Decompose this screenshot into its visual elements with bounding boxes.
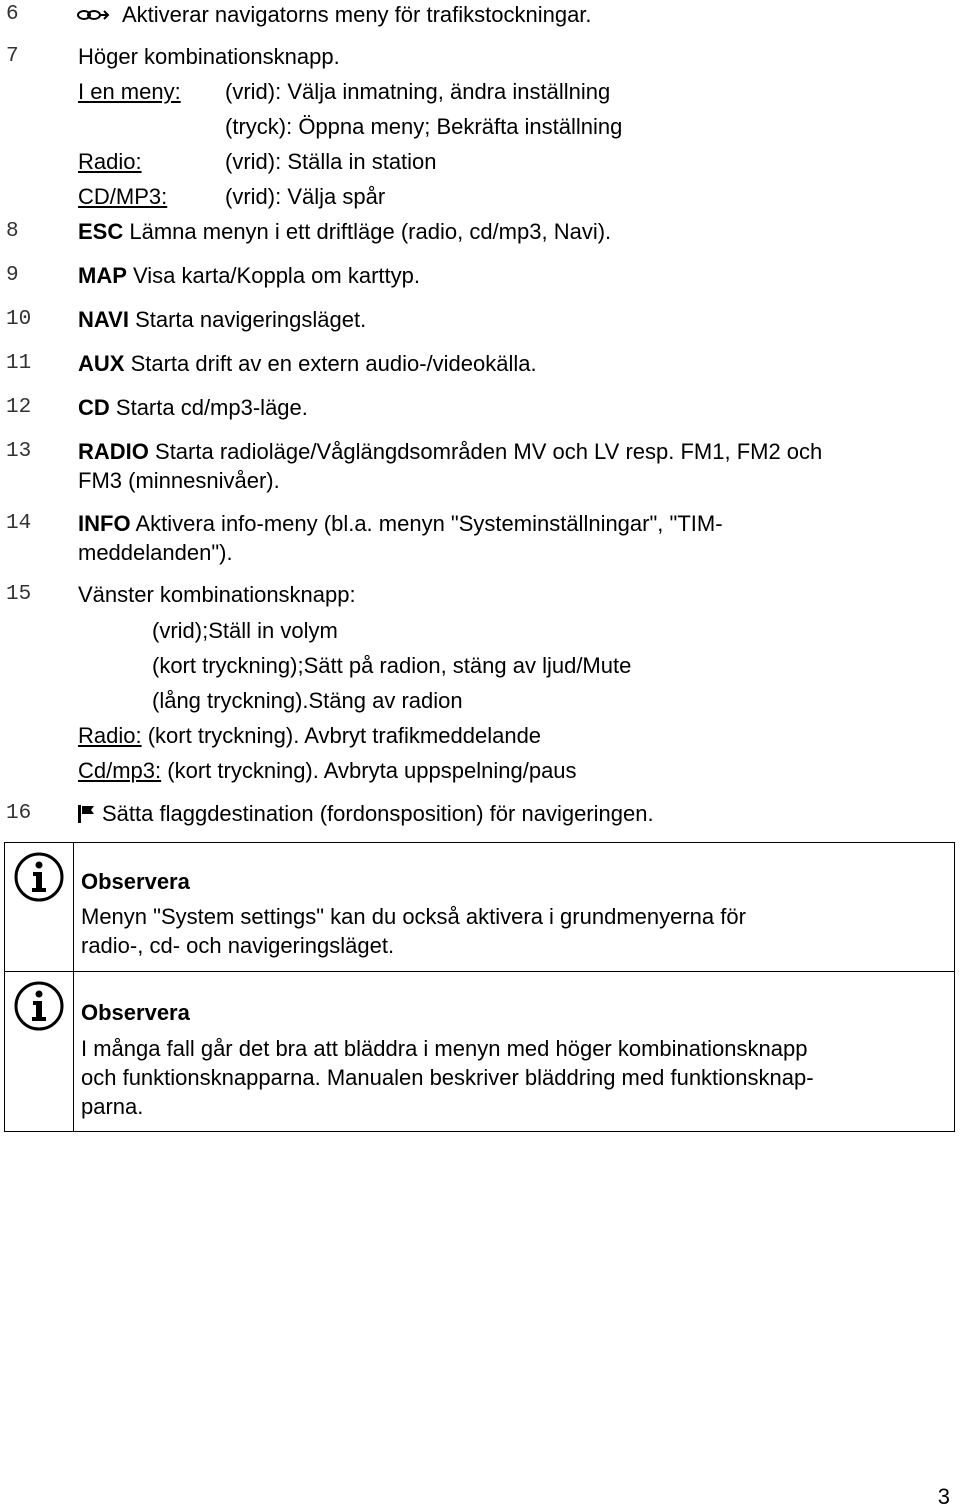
note-title: Observera — [81, 1000, 190, 1025]
item-text: Starta radioläge/Våglängdsområden MV och LV resp. FM1, FM2 och — [155, 439, 823, 464]
sub-text: (kort tryckning). Avbryta uppspelning/paus — [167, 758, 577, 783]
key-label: CD — [78, 395, 110, 420]
item-number: 13 — [6, 440, 32, 463]
note-text: parna. — [81, 1094, 144, 1119]
item-number: 11 — [6, 352, 32, 375]
key-label: AUX — [78, 351, 125, 376]
item-text: Lämna menyn i ett driftläge (radio, cd/mp3, Navi). — [129, 219, 612, 244]
note-text: Menyn "System settings" kan du också aktivera i grundmenyerna för — [81, 904, 746, 929]
item-line — [78, 395, 308, 421]
sub-text: (vrid);Ställ in volym — [152, 618, 338, 643]
item-text: Starta navigeringsläget. — [135, 307, 367, 332]
item-text: Starta cd/mp3-läge. — [115, 395, 308, 420]
sub-line — [78, 723, 541, 749]
note-text: radio-, cd- och navigeringsläget. — [81, 933, 395, 958]
item-line — [78, 219, 611, 245]
item-text: Visa karta/Koppla om karttyp. — [133, 263, 420, 288]
item-number: 14 — [6, 512, 32, 535]
note-text: I många fall går det bra att bläddra i menyn med höger kombinationsknapp — [81, 1036, 808, 1061]
note-box — [4, 842, 955, 972]
item-text: Vänster kombinationsknapp: — [78, 582, 356, 607]
item-line — [78, 439, 822, 465]
note-divider — [73, 972, 74, 1131]
key-label: NAVI — [78, 307, 129, 332]
item-text: Starta drift av en extern audio-/videokälla. — [130, 351, 537, 376]
sub-label: Radio: — [78, 723, 142, 748]
item-text-cont: FM3 (minnesnivåer). — [78, 468, 280, 493]
note-title: Observera — [81, 869, 190, 894]
page-number: 3 — [937, 1484, 950, 1509]
item-number: 10 — [6, 308, 32, 331]
note-divider — [73, 843, 74, 971]
flag-icon — [78, 803, 96, 823]
item-number: 6 — [6, 3, 19, 26]
item-line — [78, 263, 420, 289]
item-number: 9 — [6, 264, 19, 287]
note-box — [4, 971, 955, 1132]
info-icon — [13, 851, 65, 903]
info-icon — [13, 980, 65, 1032]
sub-text: (kort tryckning);Sätt på radion, stäng av ljud/Mute — [152, 653, 632, 678]
sub-text: (kort tryckning). Avbryt trafikmeddelande — [147, 723, 542, 748]
key-label: MAP — [78, 263, 127, 288]
item-number: 8 — [6, 220, 19, 243]
note-text: och funktionsknapparna. Manualen beskriver bläddring med funktionsknap- — [81, 1065, 814, 1090]
key-label: INFO — [78, 511, 131, 536]
key-label: RADIO — [78, 439, 149, 464]
item-text: Aktiverar navigatorns meny för trafikstockningar. — [122, 2, 592, 27]
item-number: 15 — [6, 583, 32, 606]
item-line — [78, 307, 366, 333]
item-number: 16 — [6, 802, 32, 825]
sub-label: I en meny: — [78, 79, 181, 104]
item-text: Aktivera info-meny (bl.a. menyn "Systeminställningar", "TIM- — [135, 511, 723, 536]
item-line — [78, 351, 537, 377]
item-text: Höger kombinationsknapp. — [78, 44, 340, 69]
sub-line — [78, 758, 577, 784]
item-number: 12 — [6, 396, 32, 419]
sub-label: CD/MP3: — [78, 184, 168, 209]
traffic-jam-icon — [76, 6, 110, 24]
sub-text: (lång tryckning).Stäng av radion — [152, 688, 463, 713]
item-text: Sätta flaggdestination (fordonsposition) för navigeringen. — [102, 801, 654, 826]
item-text-cont: meddelanden"). — [78, 540, 233, 565]
item-number: 7 — [6, 45, 19, 68]
sub-text: (vrid): Ställa in station — [225, 149, 437, 174]
sub-text: (vrid): Välja spår — [225, 184, 386, 209]
sub-text: (vrid): Välja inmatning, ändra inställning — [225, 79, 611, 104]
sub-label: Radio: — [78, 149, 142, 174]
item-line — [78, 511, 723, 537]
key-label: ESC — [78, 219, 124, 244]
sub-label: Cd/mp3: — [78, 758, 162, 783]
sub-text: (tryck): Öppna meny; Bekräfta inställning — [225, 114, 623, 139]
